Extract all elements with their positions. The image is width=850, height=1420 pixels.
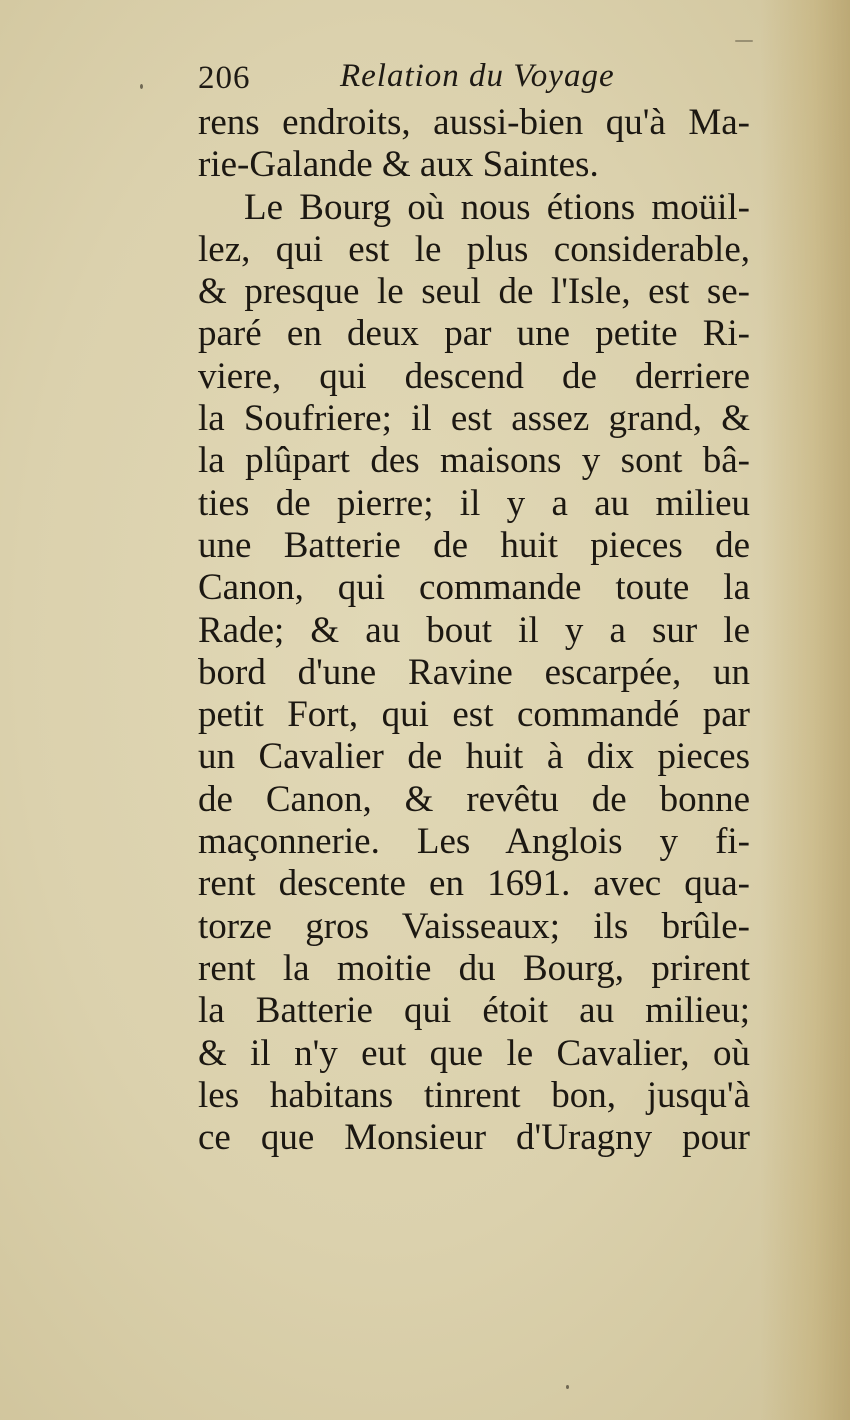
running-header [198,56,628,106]
text-line: la plûpart des maisons y sont bâ- [198,440,750,482]
text-line: ties de pierre; il y a au milieu [198,482,750,524]
text-line: Rade; & au bout il y a sur le [198,609,750,651]
text-line: torze gros Vaisseaux; ils brûle- [198,905,750,947]
text-line: rent descente en 1691. avec qua- [198,863,750,905]
text-line: rie-Galande & aux Saintes. [198,144,599,186]
ink-speck [735,40,753,42]
text-line: les habitans tinrent bon, jusqu'à [198,1074,750,1116]
text-line: de Canon, & revêtu de bonne [198,778,750,820]
text-line: & presque le seul de l'Isle, est se- [198,271,750,313]
body-text [198,102,750,1159]
text-line: rens endroits, aussi-bien qu'à Ma- [198,102,750,143]
text-line: la Soufriere; il est assez grand, & [198,398,750,440]
text-line: rent la moitie du Bourg, prirent [198,947,750,989]
text-line: un Cavalier de huit à dix pieces [198,736,750,778]
text-line: & il n'y eut que le Cavalier, où [198,1032,750,1074]
text-line: ce que Monsieur d'Uragny pour [198,1117,750,1159]
running-title: Relation du Voyage [340,58,615,94]
text-line: maçonnerie. Les Anglois y fi- [198,821,750,863]
text-line: une Batterie de huit pieces de [198,524,750,566]
text-line: la Batterie qui étoit au milieu; [198,990,750,1032]
text-line: paré en deux par une petite Ri- [198,313,750,355]
text-line: Le Bourg où nous étions moüil- [244,186,750,228]
text-line: bord d'une Ravine escarpée, un [198,651,750,693]
page-number: 206 [198,60,251,96]
text-line: lez, qui est le plus considerable, [198,228,750,270]
text-line: viere, qui descend de derriere [198,355,750,397]
ink-speck [140,84,143,89]
text-line: petit Fort, qui est commandé par [198,694,750,736]
ink-speck [566,1385,569,1389]
text-line: Canon, qui commande toute la [198,567,750,609]
